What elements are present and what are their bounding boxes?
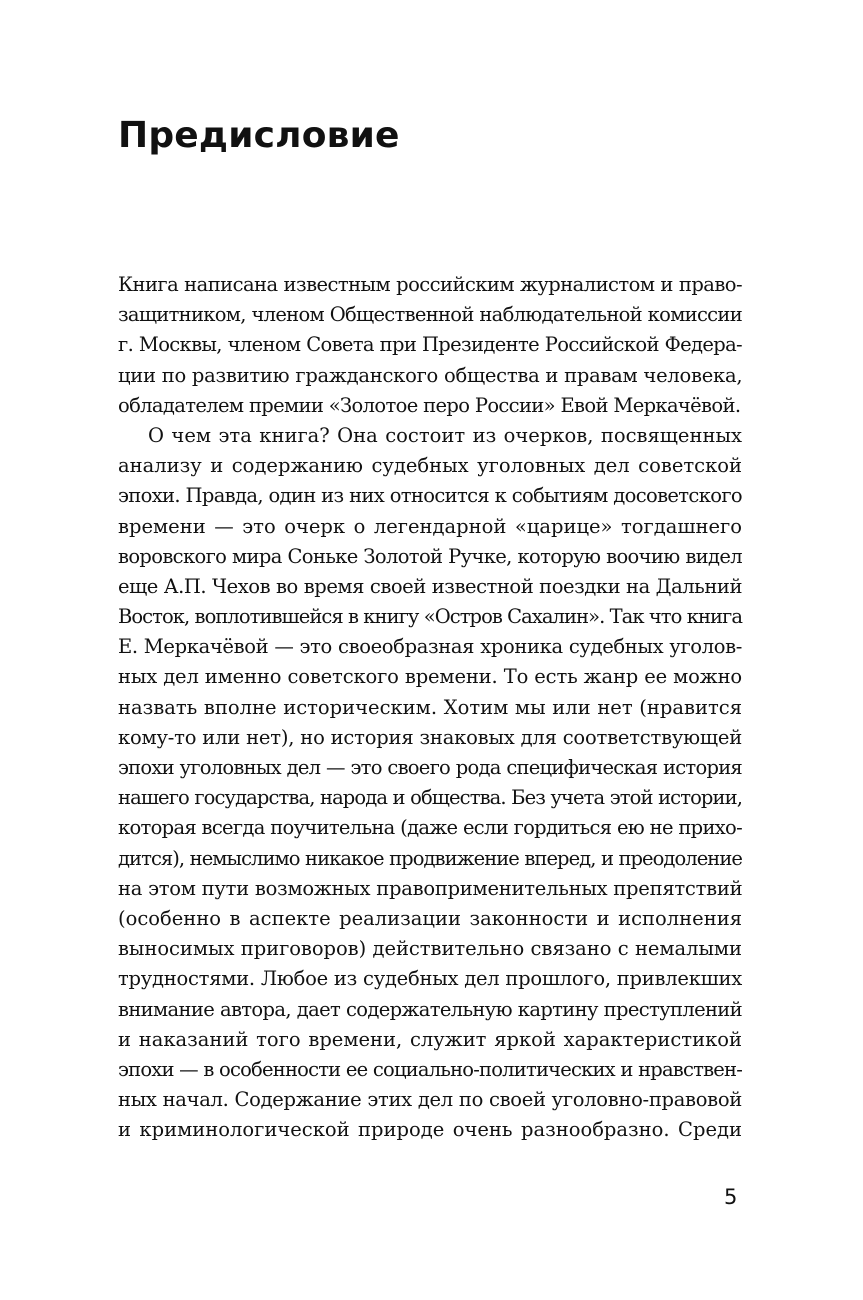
paragraph-2 xyxy=(118,421,742,1146)
text-line: на этом пути возможных правоприменительных препятствий xyxy=(118,876,743,900)
text-line: внимание автора, дает содержательную картину преступлений xyxy=(118,997,742,1021)
page-number: 5 xyxy=(724,1185,738,1209)
text-line: и наказаний того времени, служит яркой характеристикой xyxy=(118,1027,742,1051)
text-line: Восток, воплотившейся в книгу «Остров Сахалин». Так что книга xyxy=(118,605,742,629)
paragraph-1 xyxy=(118,270,742,421)
text-line: назвать вполне историческим. Хотим мы или нет (нравится xyxy=(118,695,742,719)
text-line: анализу и содержанию судебных уголовных дел советской xyxy=(118,454,742,478)
text-line: и криминологической природе очень разнообразно. Среди xyxy=(118,1118,742,1142)
chapter-title: Предисловие xyxy=(118,115,400,156)
text-line: выносимых приговоров) действительно связано с немалыми xyxy=(118,937,742,961)
text-line: кому-то или нет), но история знаковых для соответствующей xyxy=(118,725,742,749)
text-line: эпохи. Правда, один из них относится к событиям досоветского xyxy=(118,484,742,508)
text-line: воровского мира Соньке Золотой Ручке, которую воочию видел xyxy=(118,544,742,568)
text-line: дится), немыслимо никакое продвижение вперед, и преодоление xyxy=(118,846,742,870)
body-text xyxy=(118,270,742,1145)
text-line: эпохи уголовных дел — это своего рода специфическая история xyxy=(118,756,742,779)
text-line: ции по развитию гражданского общества и правам человека, xyxy=(118,363,743,387)
text-line: трудностями. Любое из судебных дел прошлого, привлекших xyxy=(118,967,742,991)
text-line: (особенно в аспекте реализации законности и исполнения xyxy=(118,906,742,930)
text-line: защитником, членом Общественной наблюдательной комиссии xyxy=(118,303,742,327)
text-line: эпохи — в особенности ее социально-политических и нравствен- xyxy=(118,1057,742,1081)
text-line: нашего государства, народа и общества. Без учета этой истории, xyxy=(118,786,742,810)
text-line: которая всегда поучительна (даже если гордиться ею не прихо- xyxy=(118,816,742,840)
text-line: ных дел именно советского времени. То есть жанр ее можно xyxy=(118,665,742,689)
text-line: Е. Меркачёвой — это своеобразная хроника судебных уголов- xyxy=(118,635,742,659)
text-line: ных начал. Содержание этих дел по своей уголовно-правовой xyxy=(118,1088,742,1112)
text-line: еще А.П. Чехов во время своей известной поездки на Дальний xyxy=(118,574,742,598)
text-line: О чем эта книга? Она состоит из очерков, посвященных xyxy=(148,423,742,447)
text-line: времени — это очерк о легендарной «царице» тогдашнего xyxy=(118,514,742,538)
text-line: обладателем премии «Золотое перо России» Евой Меркачёвой. xyxy=(118,393,741,417)
text-line: Книга написана известным российским журналистом и право- xyxy=(118,273,742,296)
text-line: г. Москвы, членом Совета при Президенте Российской Федера- xyxy=(118,333,742,357)
